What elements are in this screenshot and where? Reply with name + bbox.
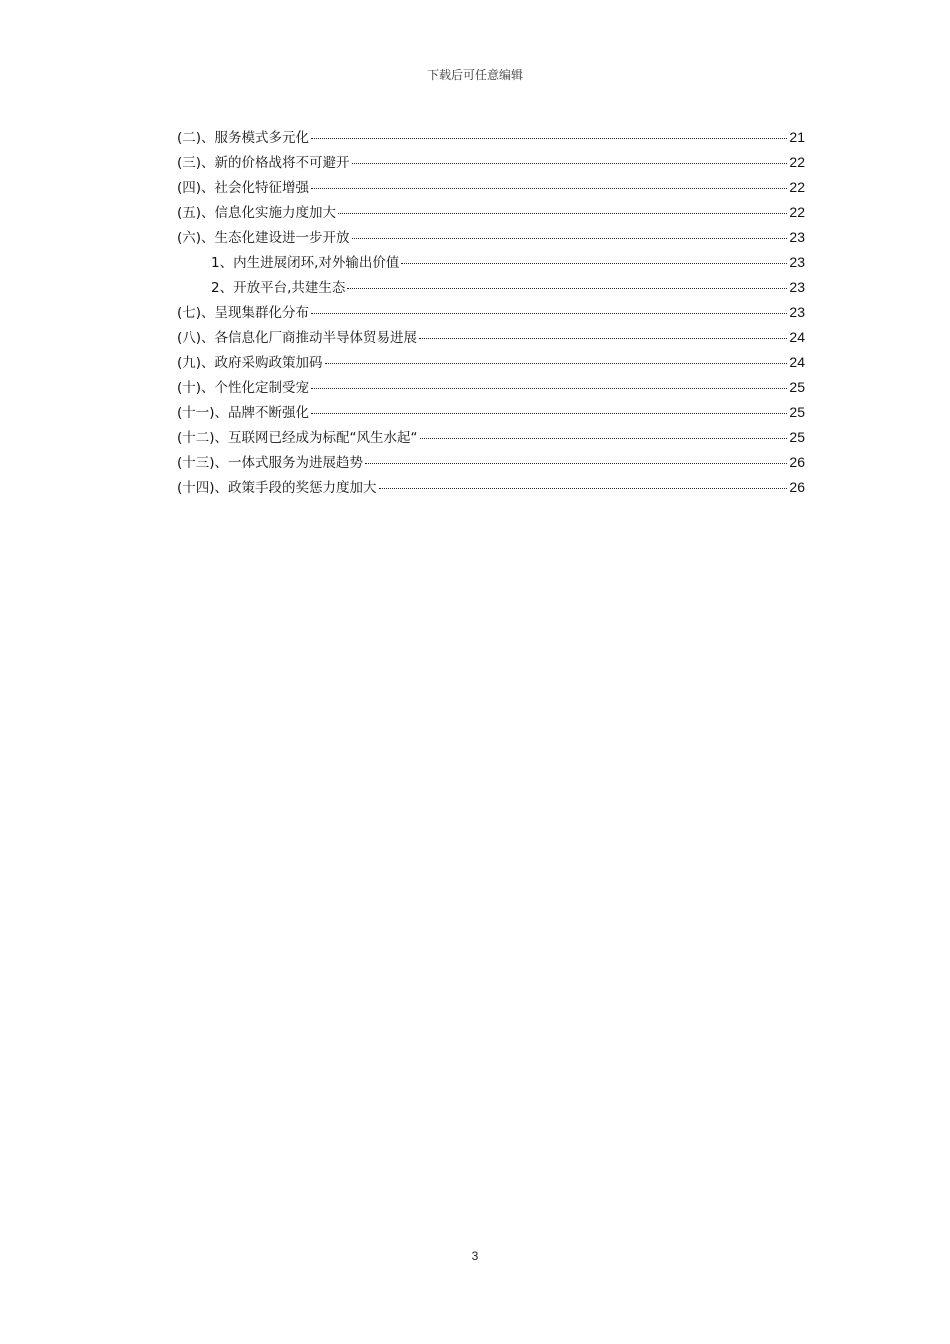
toc-entry[interactable] [177, 127, 805, 152]
toc-entry-title: 1、内生进展闭环,对外输出价值 [211, 255, 400, 271]
toc-entry-page: 25 [789, 379, 805, 395]
toc-entry-page: 23 [789, 304, 805, 320]
toc-entry-title: (十四)、政策手段的奖惩力度加大 [177, 480, 377, 496]
toc-entry-page: 24 [789, 354, 805, 370]
toc-entry[interactable] [177, 427, 805, 452]
toc-dot-leader [311, 313, 787, 314]
toc-dot-leader [325, 363, 788, 364]
toc-entry-page: 26 [789, 479, 805, 495]
toc-entry[interactable] [177, 227, 805, 252]
toc-entry-page: 22 [789, 154, 805, 170]
toc-subentry[interactable] [177, 277, 805, 302]
toc-entry-title: (七)、呈现集群化分布 [177, 305, 310, 321]
table-of-contents [177, 127, 805, 502]
toc-dot-leader [420, 438, 788, 439]
toc-entry-title: (三)、新的价格战将不可避开 [177, 155, 350, 171]
page-header: 下载后可任意编辑 [426, 68, 523, 82]
toc-dot-leader [419, 338, 787, 339]
toc-dot-leader [352, 238, 788, 239]
toc-entry-page: 23 [789, 254, 805, 270]
toc-entry-page: 22 [789, 204, 805, 220]
toc-entry[interactable] [177, 177, 805, 202]
toc-entry[interactable] [177, 452, 805, 477]
toc-dot-leader [401, 263, 787, 264]
toc-entry-page: 25 [789, 429, 805, 445]
toc-dot-leader [311, 188, 787, 189]
toc-dot-leader [311, 388, 787, 389]
toc-entry-title: (十三)、一体式服务为进展趋势 [177, 455, 364, 471]
toc-entry[interactable] [177, 152, 805, 177]
toc-dot-leader [311, 413, 787, 414]
toc-entry[interactable] [177, 402, 805, 427]
toc-entry-page: 21 [789, 129, 805, 145]
toc-entry[interactable] [177, 377, 805, 402]
toc-entry[interactable] [177, 302, 805, 327]
toc-entry-title: (二)、服务模式多元化 [177, 130, 310, 146]
toc-entry[interactable] [177, 202, 805, 227]
toc-entry-title: 2、开放平台,共建生态 [211, 280, 346, 296]
toc-entry-page: 22 [789, 179, 805, 195]
page-number: 3 [471, 1249, 479, 1263]
toc-subentry[interactable] [177, 252, 805, 277]
toc-entry-title: (十二)、互联网已经成为标配“风生水起“ [177, 430, 418, 446]
toc-entry-page: 24 [789, 329, 805, 345]
toc-dot-leader [379, 488, 788, 489]
toc-entry-title: (五)、信息化实施力度加大 [177, 205, 337, 221]
toc-entry-title: (十)、个性化定制受宠 [177, 380, 310, 396]
toc-dot-leader [347, 288, 787, 289]
toc-entry-title: (六)、生态化建设进一步开放 [177, 230, 350, 246]
toc-entry-page: 23 [789, 229, 805, 245]
toc-dot-leader [365, 463, 787, 464]
toc-entry-title: (十一)、品牌不断强化 [177, 405, 310, 421]
toc-entry-title: (八)、各信息化厂商推动半导体贸易进展 [177, 330, 418, 346]
toc-entry[interactable] [177, 327, 805, 352]
toc-dot-leader [311, 138, 787, 139]
toc-entry-title: (四)、社会化特征增强 [177, 180, 310, 196]
toc-dot-leader [352, 163, 788, 164]
toc-dot-leader [338, 213, 787, 214]
toc-entry-page: 23 [789, 279, 805, 295]
toc-entry-title: (九)、政府采购政策加码 [177, 355, 323, 371]
toc-entry[interactable] [177, 477, 805, 502]
toc-entry-page: 26 [789, 454, 805, 470]
toc-entry-page: 25 [789, 404, 805, 420]
toc-entry[interactable] [177, 352, 805, 377]
